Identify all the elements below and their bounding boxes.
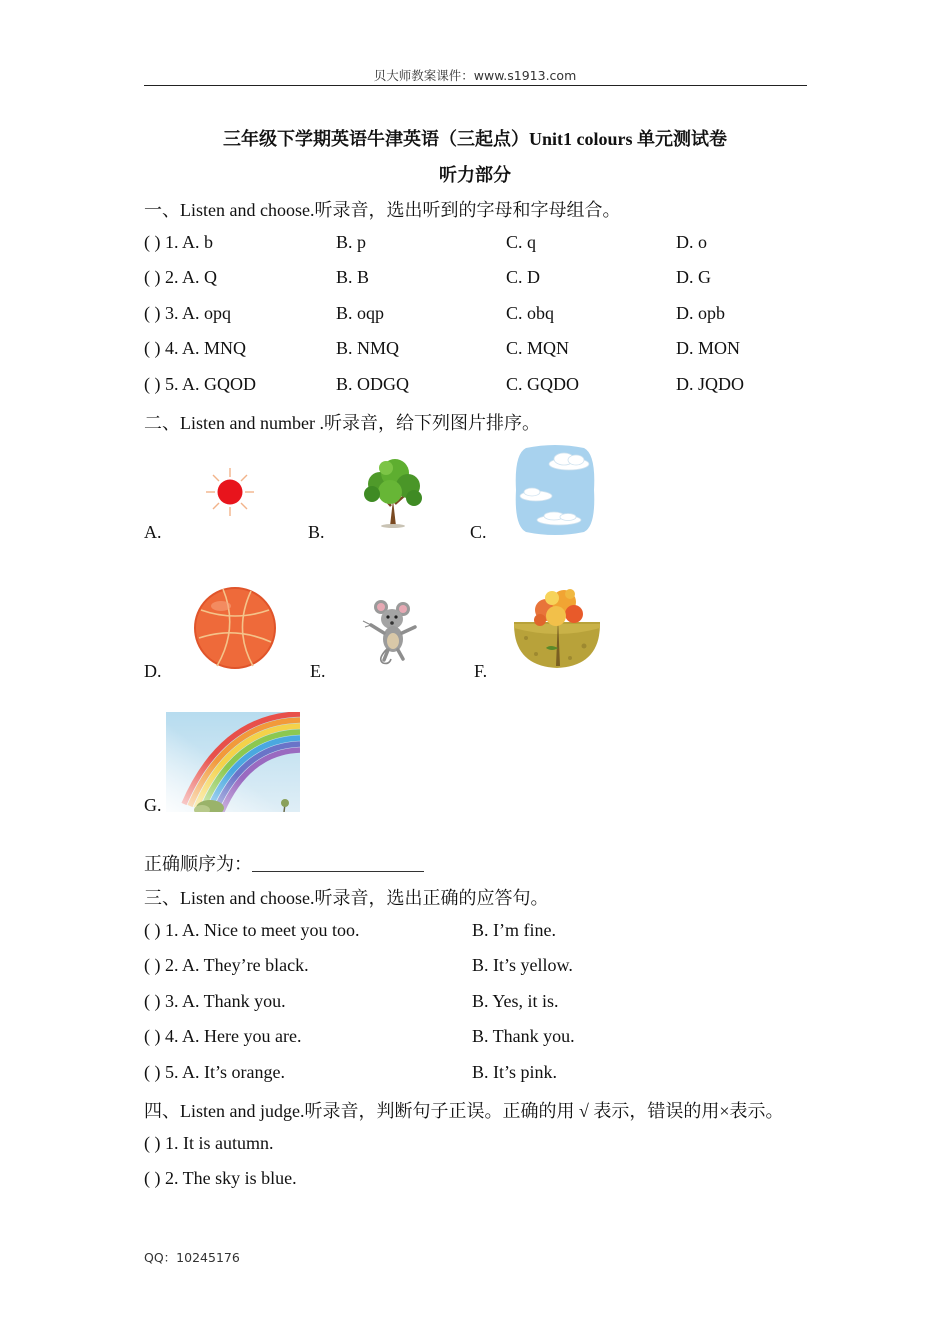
s3-q1-a: ( ) 1. A. Nice to meet you too.: [144, 920, 360, 940]
s1-q5-b: B. ODGQ: [336, 374, 410, 394]
section2-heading: 二、Listen and number .听录音，给下列图片排序。: [144, 413, 540, 433]
picture-label-e: E.: [310, 661, 326, 681]
page-title: 三年级下学期英语牛津英语（三起点）Unit1 colours 单元测试卷: [223, 129, 727, 149]
s4-item-2: ( ) 2. The sky is blue.: [144, 1168, 297, 1188]
s3-q5-b: B. It’s pink.: [472, 1062, 558, 1082]
picture-label-g: G.: [144, 795, 162, 815]
s1-q2-a: ( ) 2. A. Q: [144, 267, 217, 287]
s3-q1-b: B. I’m fine.: [472, 920, 556, 940]
s1-q1-b: B. p: [336, 232, 367, 252]
ball-image: [193, 586, 277, 670]
section-subtitle: 听力部分: [439, 165, 511, 185]
s1-q3-b: B. oqp: [336, 303, 385, 323]
s1-q5-a: ( ) 5. A. GQOD: [144, 374, 256, 394]
s1-q5-d: D. JQDO: [676, 374, 745, 394]
s3-q2-b: B. It’s yellow.: [472, 955, 573, 975]
picture-label-c: C.: [470, 522, 487, 542]
page-header: 贝大师教案课件：www.s1913.com: [373, 68, 577, 83]
s3-q5-a: ( ) 5. A. It’s orange.: [144, 1062, 285, 1082]
sun-image: [204, 466, 256, 518]
s4-item-1: ( ) 1. It is autumn.: [144, 1133, 274, 1153]
tree-image: [360, 456, 426, 528]
s1-q2-b: B. B: [336, 267, 370, 287]
section4-heading: 四、Listen and judge.听录音，判断句子正误。正确的用 √ 表示，错误的用×表示。: [144, 1101, 784, 1121]
page-footer: QQ：10245176: [144, 1250, 240, 1265]
s1-q3-d: D. opb: [676, 303, 725, 323]
s1-q1-d: D. o: [676, 232, 707, 252]
s3-q4-a: ( ) 4. A. Here you are.: [144, 1026, 302, 1046]
order-prompt: 正确顺序为：: [144, 854, 252, 874]
rainbow-image: [166, 712, 300, 812]
order-answer-line: [144, 850, 424, 876]
picture-label-d: D.: [144, 661, 162, 681]
s1-q1-c: C. q: [506, 232, 537, 252]
s1-q2-c: C. D: [506, 267, 541, 287]
section3-heading: 三、Listen and choose.听录音，选出正确的应答句。: [144, 888, 549, 908]
s1-q4-d: D. MON: [676, 338, 741, 358]
s3-q3-b: B. Yes, it is.: [472, 991, 559, 1011]
s3-q3-a: ( ) 3. A. Thank you.: [144, 991, 286, 1011]
s1-q2-d: D. G: [676, 267, 711, 287]
autumn-tree-image: [512, 588, 602, 668]
section1-heading: 一、Listen and choose.听录音，选出听到的字母和字母组合。: [144, 200, 621, 220]
sky-image: [514, 444, 596, 536]
picture-label-f: F.: [474, 661, 488, 681]
s1-q3-a: ( ) 3. A. opq: [144, 303, 231, 323]
s1-q1-a: ( ) 1. A. b: [144, 232, 213, 252]
s1-q4-c: C. MQN: [506, 338, 570, 358]
s3-q4-b: B. Thank you.: [472, 1026, 575, 1046]
s1-q4-b: B. NMQ: [336, 338, 400, 358]
header-rule: [144, 85, 807, 86]
s1-q3-c: C. obq: [506, 303, 555, 323]
s3-q2-a: ( ) 2. A. They’re black.: [144, 955, 309, 975]
s1-q4-a: ( ) 4. A. MNQ: [144, 338, 246, 358]
picture-label-b: B.: [308, 522, 325, 542]
mouse-image: [357, 597, 425, 665]
order-answer-blank[interactable]: [252, 853, 424, 872]
s1-q5-c: C. GQDO: [506, 374, 580, 394]
picture-label-a: A.: [144, 522, 162, 542]
